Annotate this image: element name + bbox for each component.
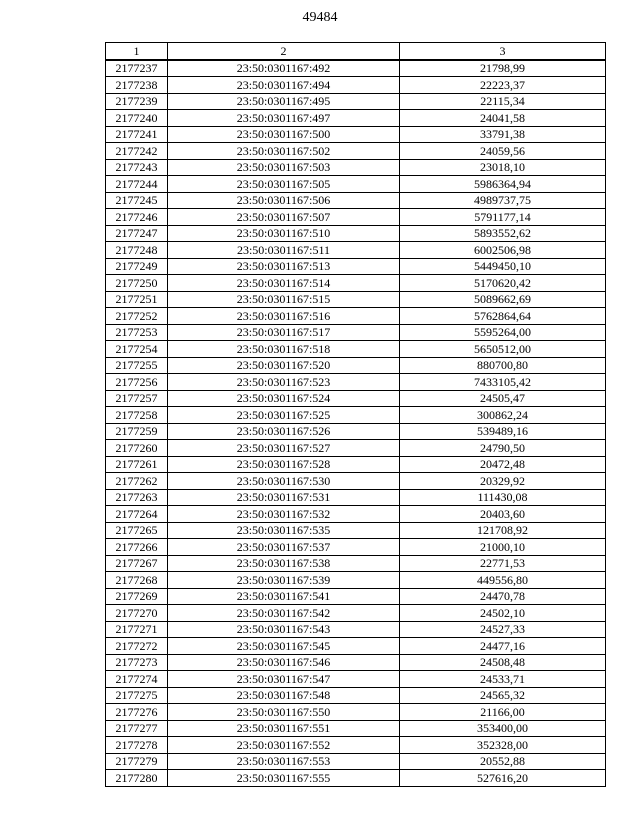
value-cell: 5893552,62	[400, 225, 606, 242]
cadastral-number-cell: 23:50:0301167:548	[168, 687, 400, 704]
row-number-cell: 2177242	[106, 143, 168, 160]
value-cell: 24508,48	[400, 654, 606, 671]
cadastral-number-cell: 23:50:0301167:494	[168, 77, 400, 94]
table-row	[106, 225, 606, 242]
cadastral-number-cell: 23:50:0301167:539	[168, 572, 400, 589]
table-row	[106, 192, 606, 209]
table-row	[106, 423, 606, 440]
table-row	[106, 60, 606, 77]
value-cell: 24527,33	[400, 621, 606, 638]
value-cell: 24470,78	[400, 588, 606, 605]
row-number-cell: 2177251	[106, 291, 168, 308]
value-cell: 5650512,00	[400, 341, 606, 358]
row-number-cell: 2177280	[106, 770, 168, 787]
table-row	[106, 275, 606, 292]
table-row	[106, 390, 606, 407]
cadastral-number-cell: 23:50:0301167:547	[168, 671, 400, 688]
table-row	[106, 605, 606, 622]
table-row	[106, 159, 606, 176]
cadastral-number-cell: 23:50:0301167:531	[168, 489, 400, 506]
row-number-cell: 2177278	[106, 737, 168, 754]
table-row	[106, 77, 606, 94]
cadastral-number-cell: 23:50:0301167:543	[168, 621, 400, 638]
row-number-cell: 2177256	[106, 374, 168, 391]
value-cell: 5762864,64	[400, 308, 606, 325]
value-cell: 539489,16	[400, 423, 606, 440]
row-number-cell: 2177245	[106, 192, 168, 209]
cadastral-number-cell: 23:50:0301167:506	[168, 192, 400, 209]
cadastral-number-cell: 23:50:0301167:537	[168, 539, 400, 556]
value-cell: 22115,34	[400, 93, 606, 110]
value-cell: 23018,10	[400, 159, 606, 176]
table-row	[106, 357, 606, 374]
value-cell: 24505,47	[400, 390, 606, 407]
table-row	[106, 671, 606, 688]
table-row	[106, 308, 606, 325]
cadastral-number-cell: 23:50:0301167:553	[168, 753, 400, 770]
row-number-cell: 2177240	[106, 110, 168, 127]
value-cell: 353400,00	[400, 720, 606, 737]
value-cell: 20472,48	[400, 456, 606, 473]
row-number-cell: 2177258	[106, 407, 168, 424]
row-number-cell: 2177238	[106, 77, 168, 94]
table-row	[106, 324, 606, 341]
cadastral-number-cell: 23:50:0301167:525	[168, 407, 400, 424]
row-number-cell: 2177263	[106, 489, 168, 506]
table-row	[106, 291, 606, 308]
cadastral-number-cell: 23:50:0301167:526	[168, 423, 400, 440]
cadastral-number-cell: 23:50:0301167:552	[168, 737, 400, 754]
table-row	[106, 440, 606, 457]
row-number-cell: 2177267	[106, 555, 168, 572]
row-number-cell: 2177279	[106, 753, 168, 770]
row-number-cell: 2177241	[106, 126, 168, 143]
row-number-cell: 2177250	[106, 275, 168, 292]
cadastral-number-cell: 23:50:0301167:523	[168, 374, 400, 391]
row-number-cell: 2177239	[106, 93, 168, 110]
row-number-cell: 2177266	[106, 539, 168, 556]
table-header-row	[106, 43, 606, 60]
value-cell: 24565,32	[400, 687, 606, 704]
value-cell: 33791,38	[400, 126, 606, 143]
row-number-cell: 2177260	[106, 440, 168, 457]
cadastral-number-cell: 23:50:0301167:530	[168, 473, 400, 490]
row-number-cell: 2177268	[106, 572, 168, 589]
table-row	[106, 258, 606, 275]
value-cell: 21166,00	[400, 704, 606, 721]
value-cell: 5791177,14	[400, 209, 606, 226]
value-cell: 22771,53	[400, 555, 606, 572]
cadastral-number-cell: 23:50:0301167:514	[168, 275, 400, 292]
value-cell: 880700,80	[400, 357, 606, 374]
table-row	[106, 654, 606, 671]
table-row	[106, 143, 606, 160]
value-cell: 20552,88	[400, 753, 606, 770]
table-row	[106, 242, 606, 259]
row-number-cell: 2177252	[106, 308, 168, 325]
table-row	[106, 687, 606, 704]
value-cell: 5449450,10	[400, 258, 606, 275]
cadastral-number-cell: 23:50:0301167:510	[168, 225, 400, 242]
table-row	[106, 209, 606, 226]
row-number-cell: 2177264	[106, 506, 168, 523]
value-cell: 24790,50	[400, 440, 606, 457]
row-number-cell: 2177269	[106, 588, 168, 605]
value-cell: 24533,71	[400, 671, 606, 688]
row-number-cell: 2177255	[106, 357, 168, 374]
table-row	[106, 176, 606, 193]
row-number-cell: 2177253	[106, 324, 168, 341]
row-number-cell: 2177265	[106, 522, 168, 539]
cadastral-number-cell: 23:50:0301167:545	[168, 638, 400, 655]
value-cell: 21000,10	[400, 539, 606, 556]
value-cell: 449556,80	[400, 572, 606, 589]
column-header-1: 1	[106, 43, 168, 60]
cadastral-number-cell: 23:50:0301167:500	[168, 126, 400, 143]
value-cell: 527616,20	[400, 770, 606, 787]
table-row	[106, 374, 606, 391]
value-cell: 352328,00	[400, 737, 606, 754]
value-cell: 24477,16	[400, 638, 606, 655]
table-row	[106, 770, 606, 787]
value-cell: 22223,37	[400, 77, 606, 94]
table-row	[106, 737, 606, 754]
column-header-3: 3	[400, 43, 606, 60]
value-cell: 121708,92	[400, 522, 606, 539]
row-number-cell: 2177237	[106, 60, 168, 77]
row-number-cell: 2177273	[106, 654, 168, 671]
value-cell: 5986364,94	[400, 176, 606, 193]
table-row	[106, 506, 606, 523]
cadastral-number-cell: 23:50:0301167:505	[168, 176, 400, 193]
cadastral-number-cell: 23:50:0301167:527	[168, 440, 400, 457]
table-row	[106, 704, 606, 721]
cadastral-number-cell: 23:50:0301167:518	[168, 341, 400, 358]
cadastral-number-cell: 23:50:0301167:517	[168, 324, 400, 341]
value-cell: 24502,10	[400, 605, 606, 622]
row-number-cell: 2177248	[106, 242, 168, 259]
cadastral-number-cell: 23:50:0301167:503	[168, 159, 400, 176]
row-number-cell: 2177271	[106, 621, 168, 638]
cadastral-number-cell: 23:50:0301167:546	[168, 654, 400, 671]
value-cell: 24059,56	[400, 143, 606, 160]
row-number-cell: 2177244	[106, 176, 168, 193]
value-cell: 20329,92	[400, 473, 606, 490]
table-row	[106, 407, 606, 424]
page-number: 49484	[302, 10, 338, 25]
table-row	[106, 753, 606, 770]
value-cell: 300862,24	[400, 407, 606, 424]
cadastral-number-cell: 23:50:0301167:520	[168, 357, 400, 374]
table-row	[106, 720, 606, 737]
value-cell: 5089662,69	[400, 291, 606, 308]
row-number-cell: 2177254	[106, 341, 168, 358]
value-cell: 24041,58	[400, 110, 606, 127]
row-number-cell: 2177270	[106, 605, 168, 622]
table-row	[106, 126, 606, 143]
cadastral-number-cell: 23:50:0301167:516	[168, 308, 400, 325]
cadastral-number-cell: 23:50:0301167:538	[168, 555, 400, 572]
cadastral-number-cell: 23:50:0301167:524	[168, 390, 400, 407]
row-number-cell: 2177249	[106, 258, 168, 275]
table-row	[106, 588, 606, 605]
column-header-2: 2	[168, 43, 400, 60]
cadastral-number-cell: 23:50:0301167:541	[168, 588, 400, 605]
row-number-cell: 2177276	[106, 704, 168, 721]
cadastral-number-cell: 23:50:0301167:502	[168, 143, 400, 160]
value-cell: 20403,60	[400, 506, 606, 523]
table-row	[106, 456, 606, 473]
value-cell: 5595264,00	[400, 324, 606, 341]
value-cell: 7433105,42	[400, 374, 606, 391]
row-number-cell: 2177277	[106, 720, 168, 737]
row-number-cell: 2177246	[106, 209, 168, 226]
table-row	[106, 522, 606, 539]
row-number-cell: 2177247	[106, 225, 168, 242]
cadastral-number-cell: 23:50:0301167:542	[168, 605, 400, 622]
cadastral-number-cell: 23:50:0301167:551	[168, 720, 400, 737]
table-row	[106, 341, 606, 358]
cadastral-number-cell: 23:50:0301167:532	[168, 506, 400, 523]
table-row	[106, 555, 606, 572]
value-cell: 5170620,42	[400, 275, 606, 292]
row-number-cell: 2177274	[106, 671, 168, 688]
cadastral-number-cell: 23:50:0301167:528	[168, 456, 400, 473]
table-row	[106, 489, 606, 506]
cadastral-number-cell: 23:50:0301167:550	[168, 704, 400, 721]
row-number-cell: 2177259	[106, 423, 168, 440]
cadastral-number-cell: 23:50:0301167:492	[168, 60, 400, 77]
cadastral-number-cell: 23:50:0301167:511	[168, 242, 400, 259]
table-header	[106, 43, 606, 60]
row-number-cell: 2177261	[106, 456, 168, 473]
table-row	[106, 93, 606, 110]
table-row	[106, 539, 606, 556]
cadastral-number-cell: 23:50:0301167:507	[168, 209, 400, 226]
table-row	[106, 638, 606, 655]
value-cell: 21798,99	[400, 60, 606, 77]
table-row	[106, 621, 606, 638]
table-body	[106, 60, 606, 787]
row-number-cell: 2177262	[106, 473, 168, 490]
cadastral-number-cell: 23:50:0301167:495	[168, 93, 400, 110]
value-cell: 111430,08	[400, 489, 606, 506]
table-row	[106, 473, 606, 490]
value-cell: 6002506,98	[400, 242, 606, 259]
row-number-cell: 2177272	[106, 638, 168, 655]
value-cell: 4989737,75	[400, 192, 606, 209]
row-number-cell: 2177275	[106, 687, 168, 704]
row-number-cell: 2177243	[106, 159, 168, 176]
table-row	[106, 110, 606, 127]
cadastral-number-cell: 23:50:0301167:555	[168, 770, 400, 787]
table-row	[106, 572, 606, 589]
row-number-cell: 2177257	[106, 390, 168, 407]
data-table	[105, 42, 606, 787]
cadastral-number-cell: 23:50:0301167:497	[168, 110, 400, 127]
cadastral-number-cell: 23:50:0301167:515	[168, 291, 400, 308]
cadastral-number-cell: 23:50:0301167:513	[168, 258, 400, 275]
cadastral-number-cell: 23:50:0301167:535	[168, 522, 400, 539]
